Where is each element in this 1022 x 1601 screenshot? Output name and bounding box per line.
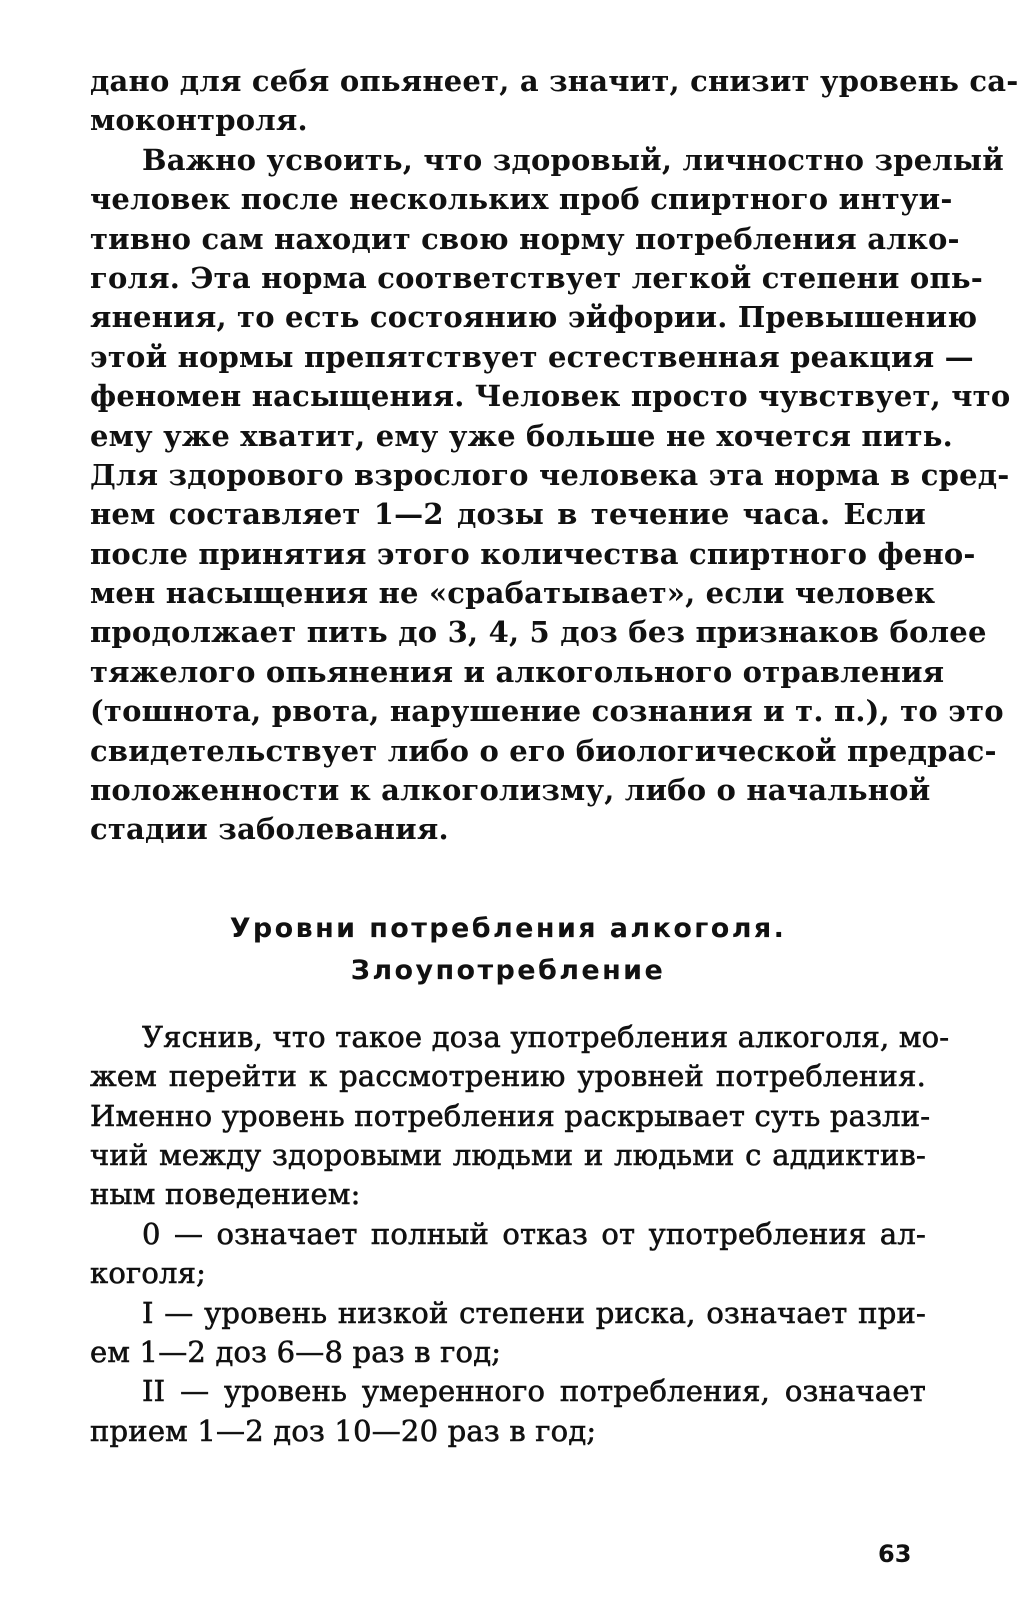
text-line: феномен насыщения. Человек просто чувствует, что: [90, 379, 1011, 414]
text-line: человек после нескольких проб спиртного интуи-: [90, 182, 953, 217]
text-line: Уяснив, что такое доза употребления алкоголя, мо-: [142, 1019, 950, 1054]
text-line: нем составляет 1—2 дозы в течение часа. Если: [90, 497, 926, 532]
text-line: голя. Эта норма соответствует легкой степени опь-: [90, 260, 983, 295]
text-line: ем 1—2 доз 6—8 раз в год;: [90, 1334, 502, 1369]
section-heading-line-1: Уровни потребления алкоголя.: [229, 912, 787, 944]
text-line: тяжелого опьянения и алкогольного отравления: [90, 654, 945, 689]
book-page: [90, 62, 1019, 1451]
text-line: этой нормы препятствует естественная реакция —: [90, 339, 974, 374]
text-line: I — уровень низкой степени риска, означает при-: [142, 1295, 926, 1330]
text-line: прием 1—2 доз 10—20 раз в год;: [90, 1413, 597, 1448]
level-item-2: [90, 1372, 926, 1451]
text-line: продолжает пить до 3, 4, 5 доз без признаков более: [90, 615, 987, 650]
text-line: Именно уровень потребления раскрывает суть разли-: [90, 1098, 931, 1133]
text-line: ему уже хватит, ему уже больше не хочется пить.: [90, 418, 953, 453]
text-line: коголя;: [90, 1256, 207, 1291]
paragraph-alcohol-norm: [90, 141, 1011, 850]
text-line: стадии заболевания.: [90, 812, 449, 847]
text-line: Важно усвоить, что здоровый, личностно зрелый: [142, 142, 1004, 177]
text-line: жем перейти к рассмотрению уровней потребления.: [90, 1059, 926, 1094]
text-line: ным поведением:: [90, 1177, 361, 1212]
text-line: янения, то есть состоянию эйфории. Превышению: [90, 300, 978, 335]
paragraph-continuation: [90, 62, 1019, 141]
page-number: 63: [878, 1540, 912, 1568]
text-line: моконтроля.: [90, 103, 308, 138]
text-line: дано для себя опьянеет, а значит, снизит уровень са-: [90, 64, 1019, 98]
text-line: положенности к алкоголизму, либо о начальной: [90, 773, 931, 808]
level-item-1: [90, 1294, 926, 1373]
level-item-0: [90, 1215, 926, 1294]
text-line: чий между здоровыми людьми и людьми с аддиктив-: [90, 1137, 926, 1172]
paragraph-consumption-levels-intro: [90, 1018, 950, 1215]
text-line: II — уровень умеренного потребления, означает: [142, 1374, 926, 1409]
text-line: свидетельствует либо о его биологической предрас-: [90, 733, 997, 768]
section-heading: [90, 908, 926, 992]
text-line: Для здорового взрослого человека эта норма в сред-: [90, 457, 1010, 492]
text-line: 0 — означает полный отказ от употребления ал-: [142, 1216, 926, 1251]
text-line: тивно сам находит свою норму потребления алко-: [90, 221, 960, 256]
text-line: после принятия этого количества спиртного фено-: [90, 536, 976, 571]
section-heading-line-2: Злоупотребление: [350, 954, 666, 986]
text-line: (тошнота, рвота, нарушение сознания и т. п.), то это: [90, 694, 1004, 729]
text-line: мен насыщения не «срабатывает», если человек: [90, 576, 936, 611]
